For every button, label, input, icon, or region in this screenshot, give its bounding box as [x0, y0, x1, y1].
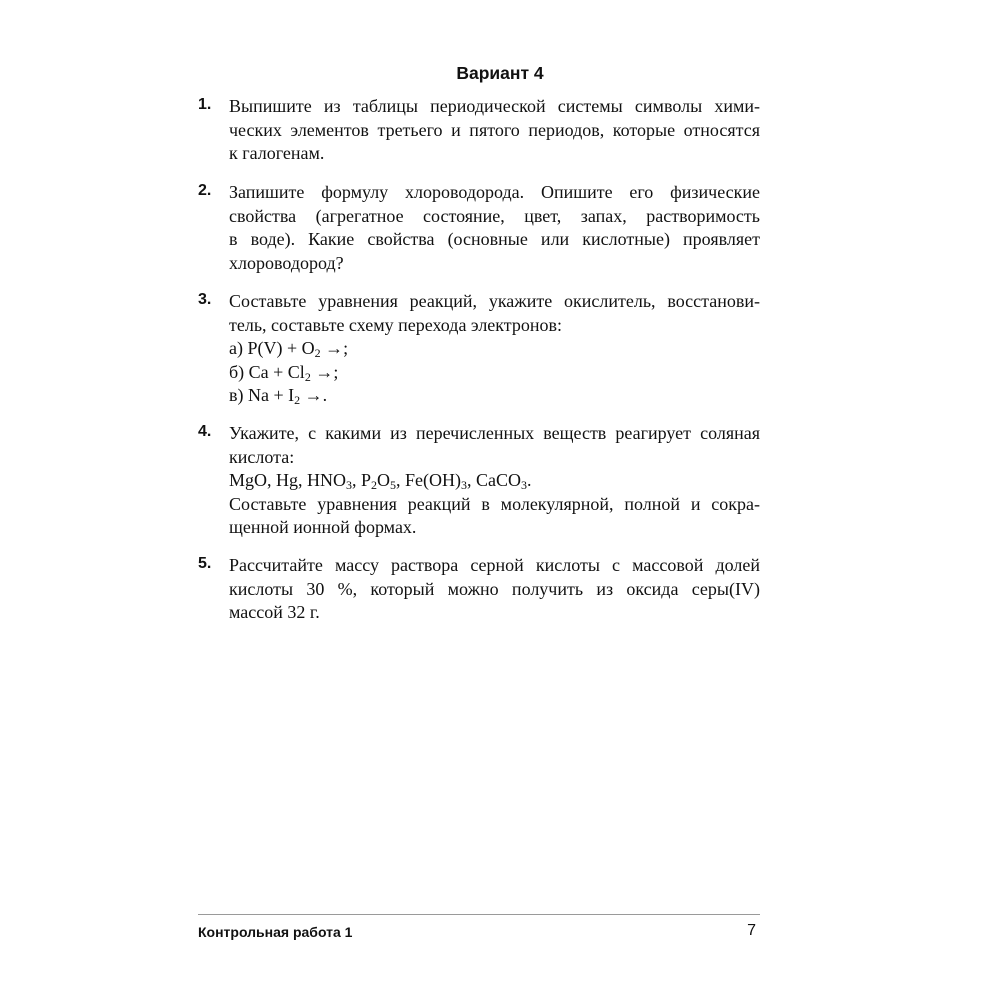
task-line: кислота: — [229, 446, 295, 467]
footer-divider — [198, 914, 760, 915]
task-text — [229, 95, 760, 166]
task-4 — [198, 422, 760, 540]
task-5 — [198, 554, 760, 625]
variant-heading: Вариант 4 — [456, 63, 544, 83]
task-number: 3. — [198, 291, 212, 308]
task-line: кислоты 30 %, который можно получить из оксида серы(IV) — [229, 578, 760, 599]
task-number: 2. — [198, 182, 212, 199]
task-line: к галогенам. — [229, 143, 325, 163]
task-line: Выпишите из таблицы периодической системы символы хими- — [229, 96, 760, 116]
task-line: массой 32 г. — [229, 602, 320, 622]
reaction-item-a: а) $P(V) + O_2$ →; — [229, 338, 349, 360]
task-line: щенной ионной формах. — [229, 517, 417, 537]
task-line: Составьте уравнения реакций, укажите окислитель, восстанови- — [229, 291, 760, 311]
task-2 — [198, 181, 760, 275]
task-number: 1. — [198, 96, 212, 113]
task-line: Укажите, с какими из перечисленных веществ реагирует соляная — [229, 423, 760, 443]
task-line: тель, составьте схему перехода электронов: — [229, 314, 563, 335]
page-number: 7 — [747, 922, 756, 939]
task-number: 4. — [198, 423, 212, 440]
footer-section-label: Контрольная работа 1 — [198, 924, 353, 940]
task-line: ческих элементов третьего и пятого периодов, которые относятся — [229, 119, 760, 140]
task-text — [229, 422, 760, 540]
task-line: свойства (агрегатное состояние, цвет, запах, растворимость — [229, 205, 760, 226]
task-text — [229, 554, 760, 625]
task-1 — [198, 95, 760, 166]
task-line: Рассчитайте массу раствора серной кислоты с массовой долей — [229, 555, 760, 575]
reaction-item-b: б) $Ca + Cl_2$ →; — [229, 361, 339, 384]
task-3 — [198, 290, 760, 408]
task-line: хлороводород? — [229, 252, 344, 273]
task-number: 5. — [198, 555, 212, 572]
task-line: Составьте уравнения реакций в молекулярной, полной и сокра- — [229, 493, 760, 514]
task-line: в воде). Какие свойства (основные или кислотные) проявляет — [229, 229, 760, 249]
substance-list: MgO, Hg, $HNO_3$, $P_2O_5$, $Fe(OH)_3$, CaCO$_3$. — [229, 470, 532, 492]
reaction-item-c: в) $Na + I_2$ →. — [229, 385, 328, 407]
task-text — [229, 290, 760, 408]
task-line: Запишите формулу хлороводорода. Опишите его физические — [229, 182, 760, 202]
task-text — [229, 181, 760, 275]
